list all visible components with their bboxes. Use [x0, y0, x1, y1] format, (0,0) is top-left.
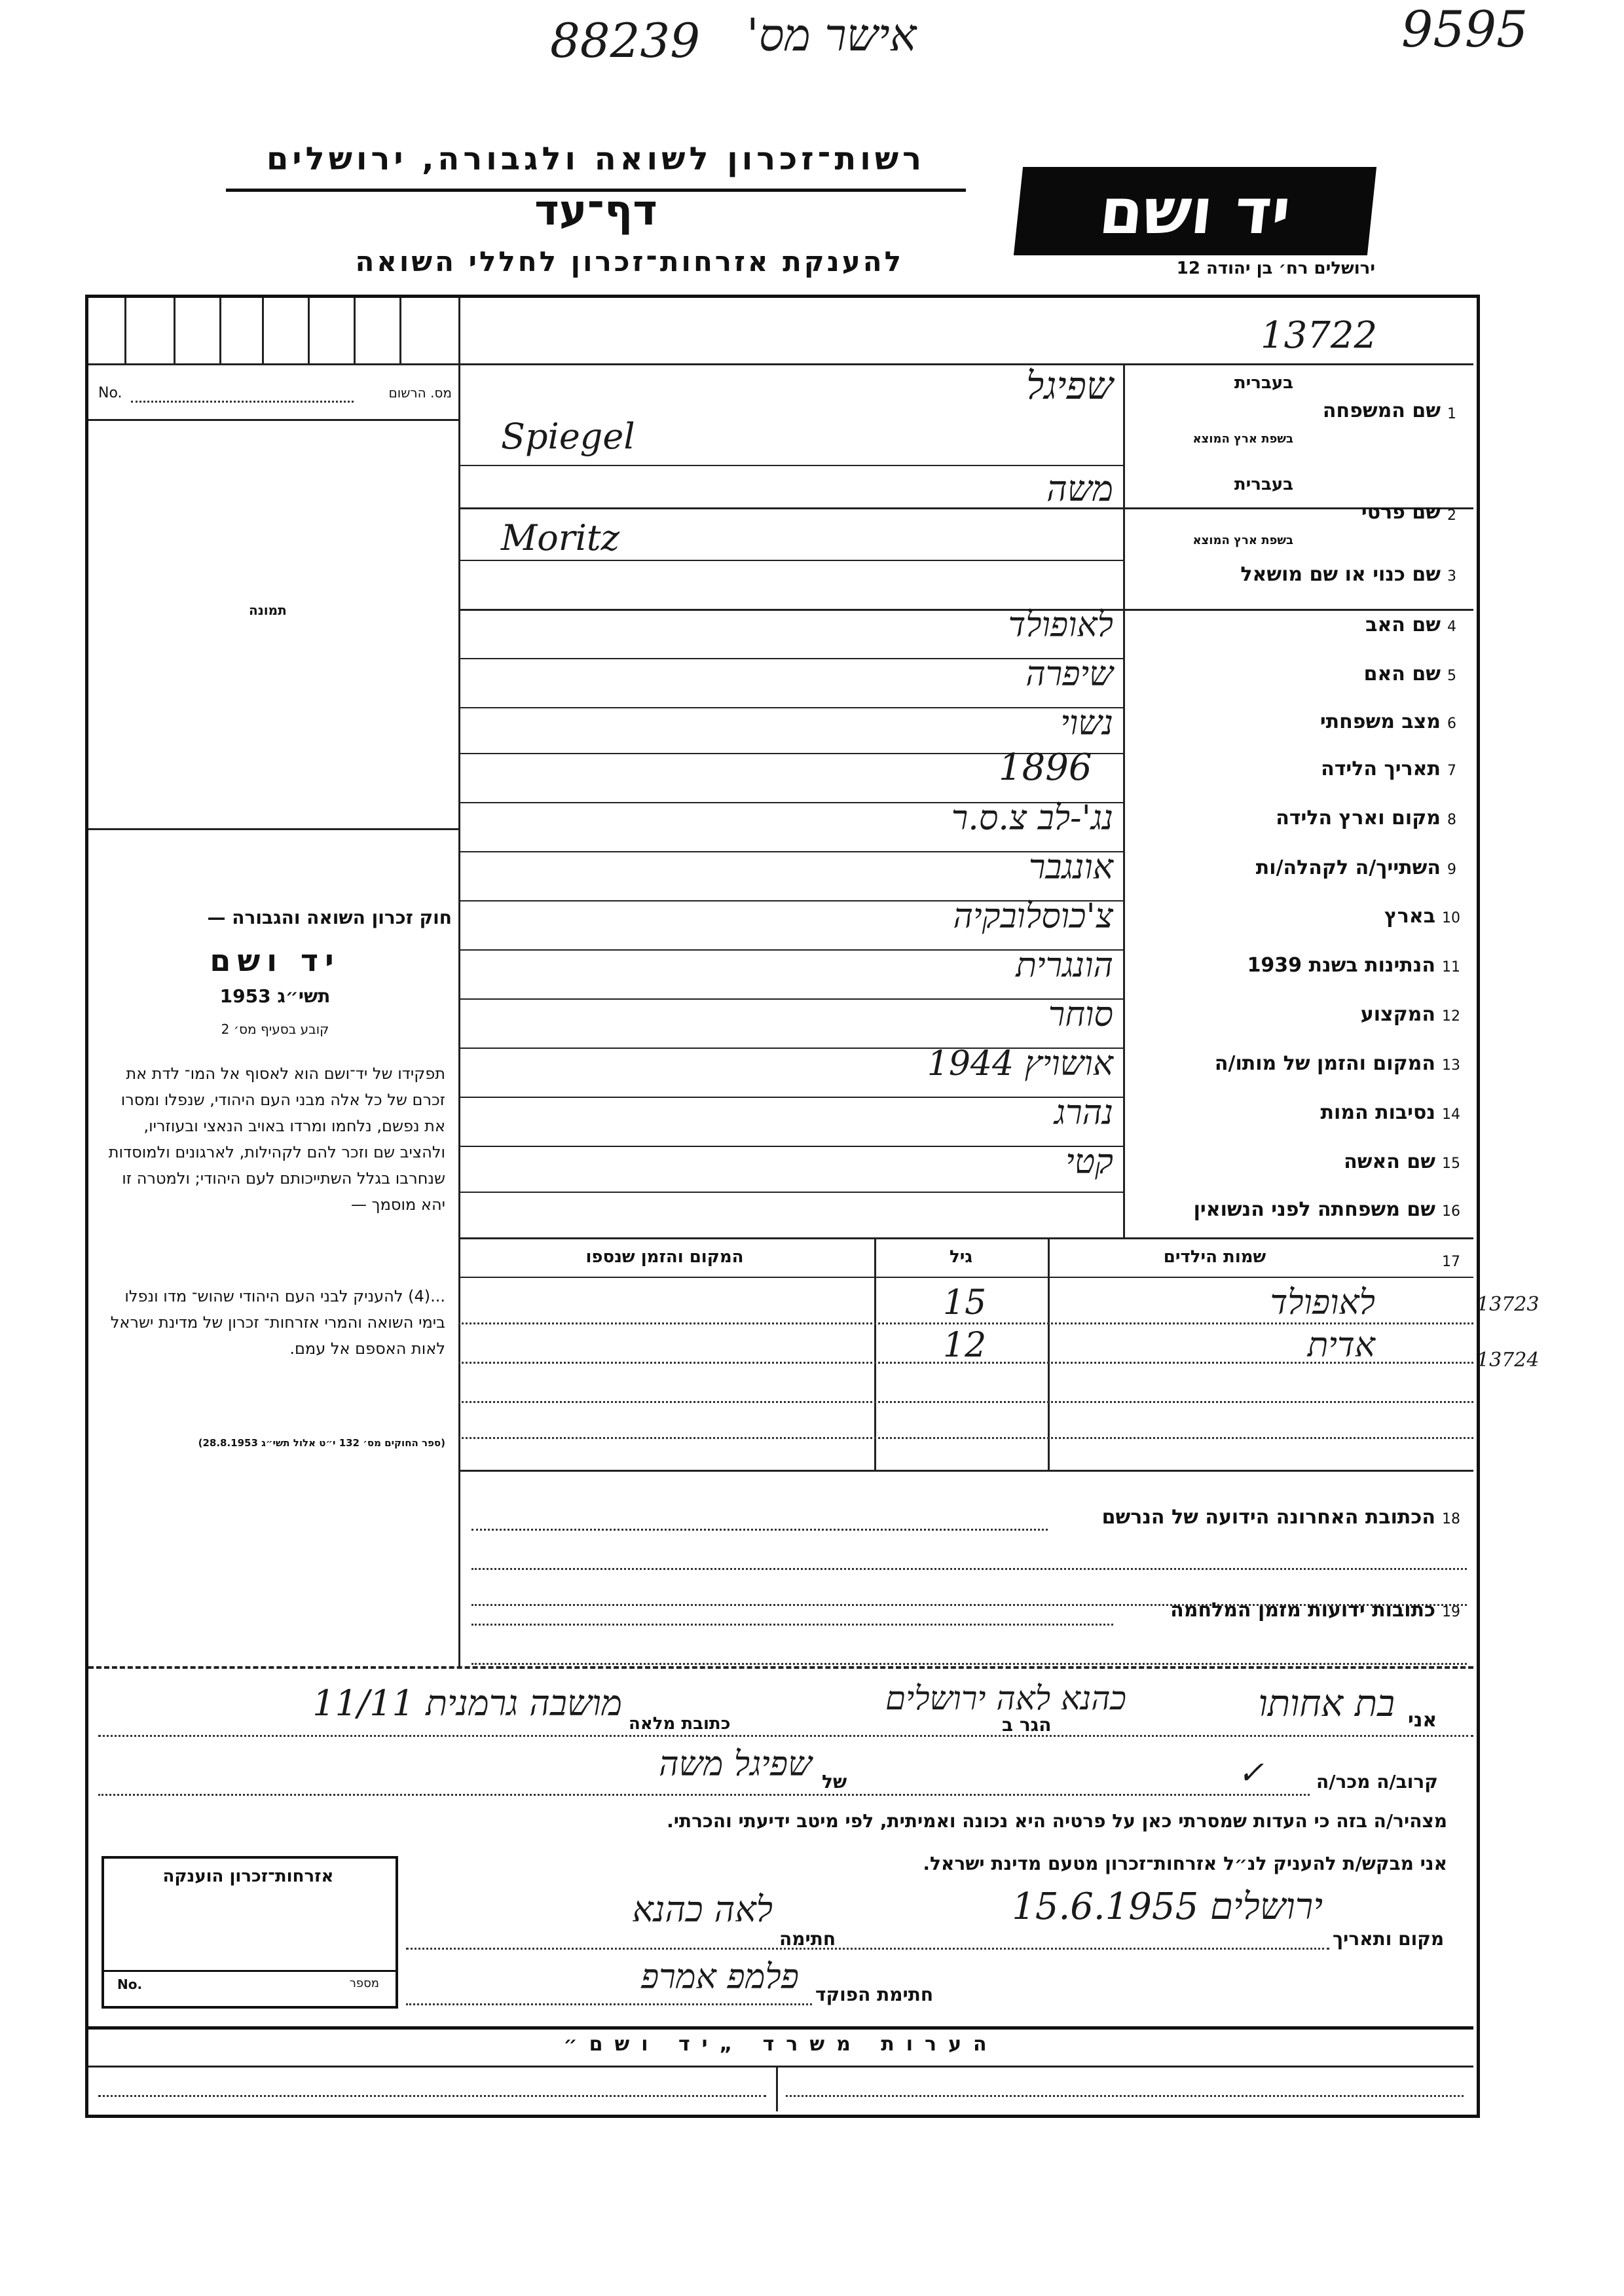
children-num: 17	[1442, 1254, 1460, 1270]
reg-no-dots	[131, 401, 354, 403]
field-19-label: כתובות ידועות מזמן המלחמה	[1170, 1599, 1435, 1622]
child-2-name: אדית	[1307, 1326, 1375, 1365]
field-2-value-hebrew: משה	[1046, 468, 1113, 509]
field-15-num: 15	[1442, 1156, 1460, 1172]
reg-no-label: מס. הרשום	[388, 385, 452, 401]
remarks-divider	[776, 2066, 778, 2111]
field-1-value-native: Spiegel	[501, 416, 635, 457]
decl-request: אני מבקש/ת להעניק לנ״ל אזרחות־זכרון מטעם מדינת ישראל.	[923, 1853, 1447, 1874]
reg-no-rule	[88, 419, 458, 421]
label-divider	[1123, 363, 1125, 1237]
children-bottom	[458, 1470, 1473, 1472]
child-1-margin-id: 13723	[1477, 1293, 1540, 1316]
field-6-value: נשוי	[1060, 704, 1113, 743]
field-8-label: מקום וארץ הלידה	[1276, 807, 1441, 829]
law-body: תפקידו של יד־ושם הוא לאסוף אל המו־ לדת את זכרם של כל אלה מבני העם היהודי, שנפלו ומסרו את נפשם, נלחמו ומרדו באויב הנאצי ובעוזריו, ולהציב שם וזכר להם לקהילות, לארגונים ולמוסדות שנחרבו בגלל השתייכותם לעם היהודי; ולמטרה זו יהא מוסמך —	[108, 1065, 445, 1214]
decl-ani-label: אני	[1408, 1709, 1437, 1732]
field-7-value: 1896	[999, 746, 1092, 789]
field-16-num: 16	[1442, 1203, 1460, 1220]
field-3-label: שם כנוי או שם מושאל	[1240, 563, 1441, 586]
divider-cells	[458, 298, 460, 1604]
field-19-num: 19	[1442, 1604, 1460, 1620]
decl-relative-label: קרוב/ה מכר/ה	[1316, 1771, 1438, 1793]
field-18-num: 18	[1442, 1511, 1460, 1527]
child-2-margin-id: 13724	[1477, 1349, 1540, 1372]
handwritten-id: 88239	[550, 13, 701, 68]
field-12-num: 12	[1442, 1008, 1460, 1025]
field-13-value: אושויץ 1944	[927, 1044, 1113, 1084]
form-subtitle: להענקת אזרחות־זכרון לחללי השואה	[355, 246, 904, 278]
field-18-label: הכתובת האחרונה הידועה של הנרשם	[1101, 1506, 1435, 1529]
decl-signature-label: חתימה	[779, 1928, 836, 1950]
yad-vashem-logo	[1014, 167, 1376, 255]
field-10-label: בארץ	[1384, 905, 1435, 928]
field-6-num: 6	[1447, 716, 1456, 732]
field-14-num: 14	[1442, 1106, 1460, 1123]
remarks-top	[88, 2026, 1473, 2030]
field-13-label: המקום והזמן של מותו/ה	[1214, 1052, 1435, 1075]
law-citation: (ספר החוקים מס׳ 132 י״ט אלול תשי״ג 28.8.1953)	[198, 1437, 445, 1449]
decl-statement: מצהיר/ה בזה כי העדות שמסרתי כאן על פרטיה היא נכונה ואמיתית, לפי מיטב ידיעתי והכרתי.	[667, 1810, 1447, 1832]
corner-number: 9595	[1401, 0, 1528, 58]
field-11-value: הונגרית	[1016, 946, 1113, 985]
decl-signature-value: לאה כהנא	[632, 1889, 773, 1930]
decl-of-value: שפיגל משה	[659, 1745, 812, 1784]
field-6-label: מצב משפחתי	[1320, 710, 1441, 733]
field-5-label: שם האם	[1363, 663, 1441, 685]
field-11-num: 11	[1442, 959, 1460, 975]
address-line: ירושלים רח׳ בן יהודה 12	[1176, 259, 1375, 278]
stamp-number-label: מספר	[349, 1977, 379, 1990]
field-14-value: נהרג	[1054, 1093, 1113, 1133]
field-3-num: 3	[1447, 568, 1456, 585]
no-label-en: No.	[98, 385, 122, 401]
decl-ani-value: בת אחותו	[1258, 1683, 1395, 1725]
field-7-label: תאריך הלידה	[1321, 757, 1441, 780]
field-5-value: שיפרה	[1025, 655, 1113, 694]
reg-cells	[88, 298, 458, 363]
law-clause: קובע בסעיף מס׳ 2	[221, 1021, 329, 1037]
handwritten-note: אישר מס'	[747, 10, 917, 62]
lower-left-divider	[458, 1470, 460, 1666]
field-2-label: שם פרטי	[1361, 501, 1441, 524]
field-12-label: המקצוע	[1360, 1003, 1435, 1026]
field-8-num: 8	[1447, 812, 1456, 828]
field-11-label: הנתינות בשנת 1939	[1247, 954, 1435, 977]
decl-address-value: מושבה גרמנית 11/11	[312, 1683, 622, 1724]
field-12-value: סוחר	[1048, 995, 1113, 1034]
law-body-2: ...(4) להעניק לבני העם היהודי שהוש־ מדו ונפלו בימי השואה והמרי אזרחות־ זכרון של מדינת ישראל לאות האספם אל עמם.	[110, 1287, 445, 1358]
field-15-value: קטי	[1065, 1142, 1113, 1182]
field-2-sub-native: בשפת ארץ המוצא	[1192, 534, 1293, 547]
law-year: תשי״ג 1953	[219, 985, 331, 1007]
decl-address-label: כתובת מלאה	[629, 1714, 731, 1734]
field-9-num: 9	[1447, 862, 1456, 878]
stamp-no-label: No.	[117, 1977, 143, 1992]
record-number: 13722	[1261, 314, 1378, 357]
field-8-value: נג'-לב צ.ס.ר	[951, 799, 1113, 838]
law-title: חוק זכרון השואה והגבורה —	[207, 907, 452, 928]
fields-bottom	[458, 1237, 1473, 1239]
field-1-value-hebrew: שפיגל	[1026, 363, 1113, 408]
field-15-label: שם האשה	[1344, 1150, 1435, 1173]
field-4-num: 4	[1447, 619, 1456, 635]
children-col-names: שמות הילדים	[1163, 1247, 1266, 1267]
field-4-value: לאופולד	[1008, 606, 1113, 645]
field-1-sub-native: בשפת ארץ המוצא	[1192, 432, 1293, 446]
logo-text: יד ושם	[1096, 174, 1295, 248]
field-2-num: 2	[1447, 507, 1456, 524]
decl-officer-value: פלמפ אמרפ	[641, 1958, 799, 1997]
field-10-num: 10	[1442, 910, 1460, 926]
field-10-value: צ'כוסלובקיה	[953, 897, 1113, 936]
field-5-num: 5	[1447, 668, 1456, 684]
stamp-box	[101, 1856, 398, 2009]
child-1-name: לאופולד	[1270, 1283, 1375, 1322]
form-title: דף־עד	[534, 187, 657, 235]
decl-hagar-label: הגר ב	[1002, 1714, 1052, 1736]
decl-hagar-value: כהנא לאה ירושלים	[885, 1679, 1126, 1717]
field-1-sub-hebrew: בעברית	[1234, 373, 1293, 393]
field-2-value-native: Moritz	[501, 517, 620, 558]
remarks-title-rule	[88, 2066, 1473, 2068]
photo-label: תמונה	[249, 602, 287, 618]
law-name: יד ושם	[210, 943, 341, 978]
field-7-num: 7	[1447, 763, 1456, 779]
top-row-bottom	[88, 363, 1473, 365]
stamp-title: אזרחות־זכרון הוענקה	[162, 1867, 334, 1886]
org-line: רשות־זכרון לשואה ולגבורה, ירושלים	[266, 141, 926, 177]
child-1-age: 15	[943, 1283, 987, 1322]
children-col-divider-1	[874, 1237, 876, 1470]
field-9-value: אונגבר	[1028, 848, 1113, 887]
field-14-label: נסיבות המות	[1320, 1101, 1435, 1124]
field-2-sub-hebrew: בעברית	[1234, 475, 1293, 494]
children-header-rule	[458, 1277, 1473, 1278]
decl-place-date-label: מקום ותאריך	[1333, 1928, 1445, 1950]
decl-place-date-value: ירושלים 15.6.1955	[1012, 1886, 1323, 1928]
remarks-title: הערות משרד „יד ושם״	[563, 2033, 999, 2056]
field-4-label: שם האב	[1365, 613, 1441, 636]
child-2-age: 12	[943, 1326, 987, 1365]
children-col-age: גיל	[949, 1247, 972, 1267]
children-col-divider-2	[1048, 1237, 1050, 1470]
children-col-place: המקום והזמן שנספו	[585, 1247, 744, 1267]
field-9-label: השתייך/ה לקהלה/ות	[1255, 856, 1441, 879]
photo-bottom	[88, 828, 458, 830]
declaration-top	[88, 1666, 1473, 1669]
decl-relative-mark: ✓	[1238, 1755, 1264, 1791]
field-1-label: שם המשפחה	[1322, 399, 1441, 422]
field-1-num: 1	[1447, 406, 1456, 422]
decl-of-label: של	[822, 1771, 847, 1793]
field-13-num: 13	[1442, 1057, 1460, 1074]
field-16-label: שם משפחתה לפני הנשואין	[1193, 1198, 1435, 1221]
decl-officer-label: חתימת הפוקד	[815, 1984, 934, 2005]
